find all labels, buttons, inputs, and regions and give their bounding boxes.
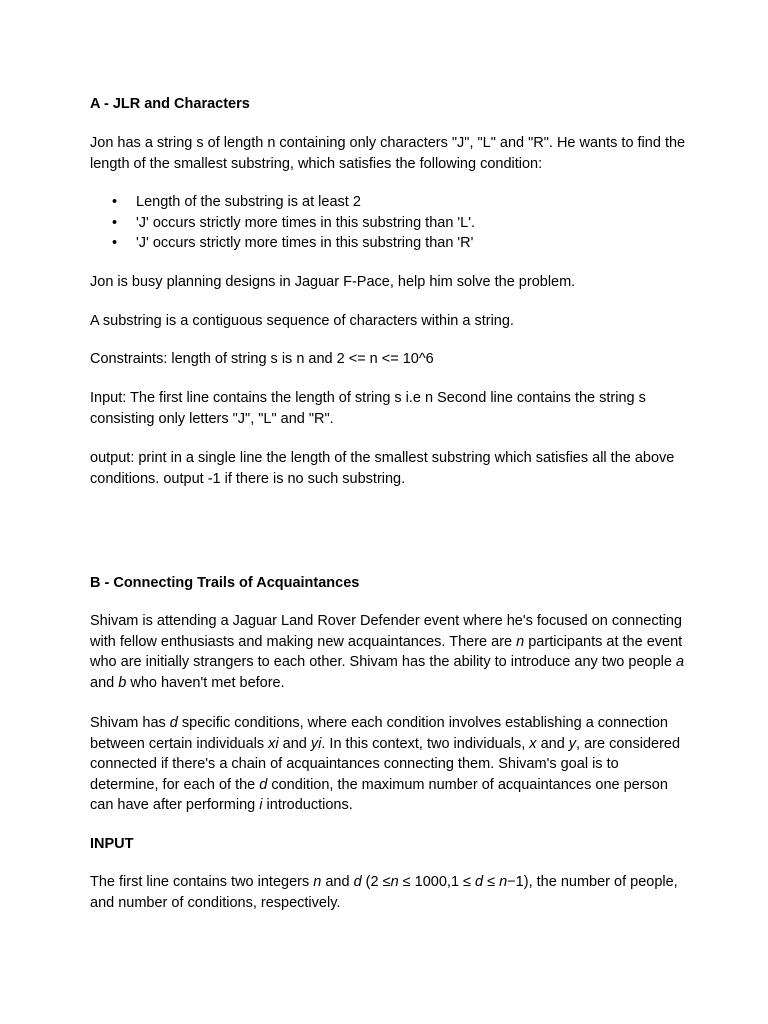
condition-item: • 'J' occurs strictly more times in this substring than 'R': [90, 233, 690, 254]
problem-a-input: Input: The first line contains the length of string s i.e n Second line contains the string s consisting only letters "J", "L" and "R".: [90, 390, 646, 427]
problem-a-intro: Jon has a string s of length n containing only characters "J", "L" and "R". He wants to find the length of the smallest substring, which satisfies the following condition:: [90, 135, 686, 172]
problem-a-story: Jon is busy planning designs in Jaguar F-Pace, help him solve the problem.: [90, 274, 576, 290]
bullet-icon: •: [112, 214, 118, 231]
problem-b-input-description: The first line contains two integers n and d (2 ≤n ≤ 1000,1 ≤ d ≤ n−1), the number of people, and number of conditions, respectively.: [90, 874, 678, 911]
problem-a-constraints: Constraints: length of string s is n and 2 <= n <= 10^6: [90, 351, 434, 367]
problem-a-title: A - JLR and Characters: [90, 96, 250, 112]
condition-item: • 'J' occurs strictly more times in this substring than 'L'.: [90, 213, 690, 234]
problem-b-paragraph-2: Shivam has d specific conditions, where each condition involves establishing a connection between certain individuals xi and yi. In this context, two individuals, x and y, are considered connected if there's a chain of acquaintances connecting them. Shivam's goal is to determine, for each of the d condition, the maximum number of acquaintances one person can have after performing i introductions.: [90, 715, 681, 814]
bullet-icon: •: [112, 194, 118, 210]
problem-a-conditions: [90, 192, 690, 254]
condition-item: • Length of the substring is at least 2: [90, 192, 690, 213]
problem-a-definition: A substring is a contiguous sequence of characters within a string.: [90, 313, 514, 329]
problem-a-output: output: print in a single line the length of the smallest substring which satisfies all the above conditions. output -1 if there is no such substring.: [90, 450, 675, 487]
bullet-icon: •: [112, 235, 118, 252]
problem-b-paragraph-1: Shivam is attending a Jaguar Land Rover Defender event where he's focused on connecting with fellow enthusiasts and making new acquaintances. There are n participants at the event who are initially strangers to each other. Shivam has the ability to introduce any two people a and b who haven't met before.: [90, 613, 685, 691]
problem-b-title: B - Connecting Trails of Acquaintances: [90, 575, 360, 591]
problem-b-input-heading: INPUT: [90, 836, 134, 852]
